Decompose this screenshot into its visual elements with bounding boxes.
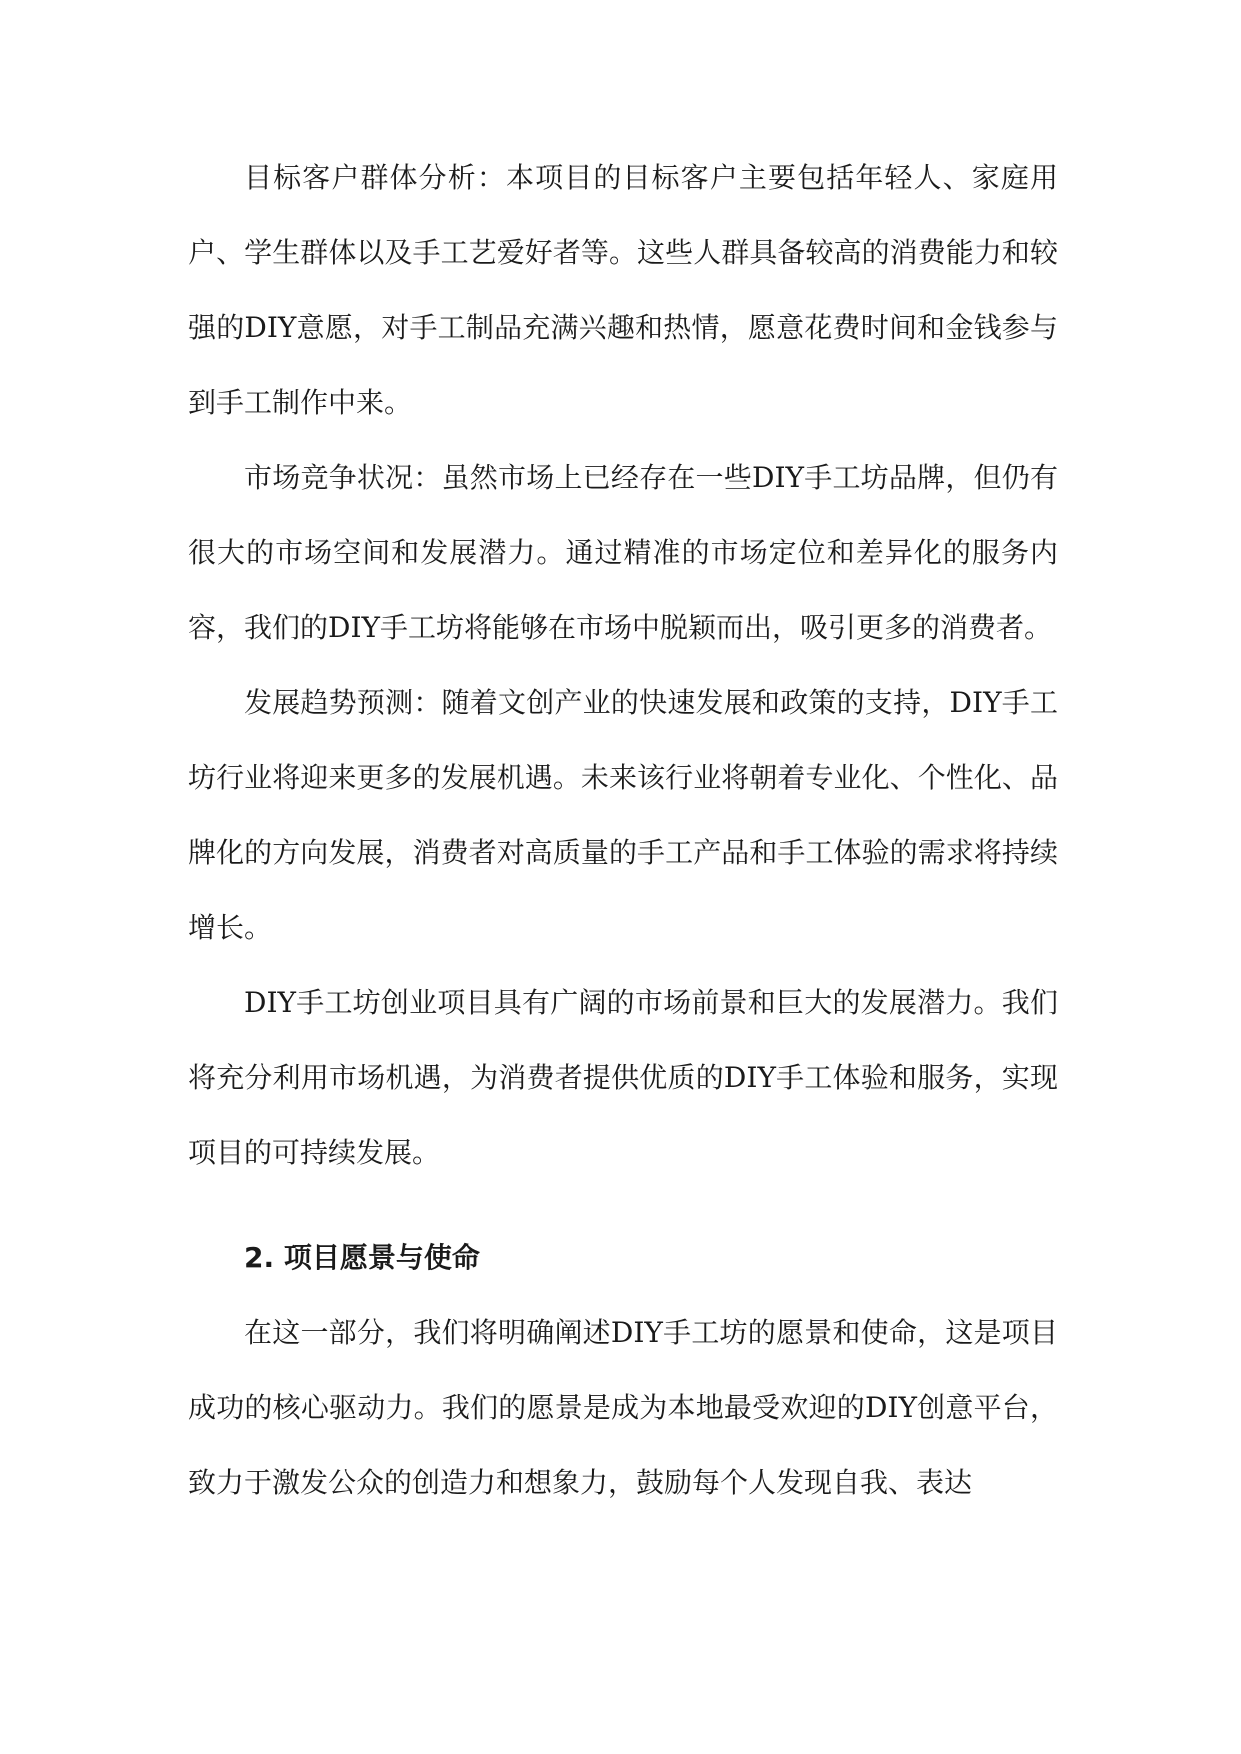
section-heading: 2. 项目愿景与使命	[244, 1241, 480, 1274]
paragraph-trend-forecast: 发展趋势预测：随着文创产业的快速发展和政策的支持，DIY手工坊行业将迎来更多的发展机遇。未来该行业将朝着专业化、个性化、品牌化的方向发展，消费者对高质量的手工产品和手工体验的需求将持续增长。	[188, 686, 1058, 944]
paragraph-market-competition: 市场竞争状况：虽然市场上已经存在一些DIY手工坊品牌，但仍有很大的市场空间和发展潜力。通过精准的市场定位和差异化的服务内容，我们的DIY手工坊将能够在市场中脱颖而出，吸引更多的消费者。	[188, 461, 1058, 644]
paragraph-vision-mission: 在这一部分，我们将明确阐述DIY手工坊的愿景和使命，这是项目成功的核心驱动力。我们的愿景是成为本地最受欢迎的DIY创意平台，致力于激发公众的创造力和想象力，鼓励每个人发现自我、表达	[188, 1316, 1058, 1499]
paragraph-summary: DIY手工坊创业项目具有广阔的市场前景和巨大的发展潜力。我们将充分利用市场机遇，为消费者提供优质的DIY手工体验和服务，实现项目的可持续发展。	[188, 986, 1058, 1169]
document-page	[188, 140, 1058, 1520]
paragraph-target-customers: 目标客户群体分析：本项目的目标客户主要包括年轻人、家庭用户、学生群体以及手工艺爱好者等。这些人群具备较高的消费能力和较强的DIY意愿，对手工制品充满兴趣和热情，愿意花费时间和金钱参与到手工制作中来。	[188, 161, 1058, 419]
